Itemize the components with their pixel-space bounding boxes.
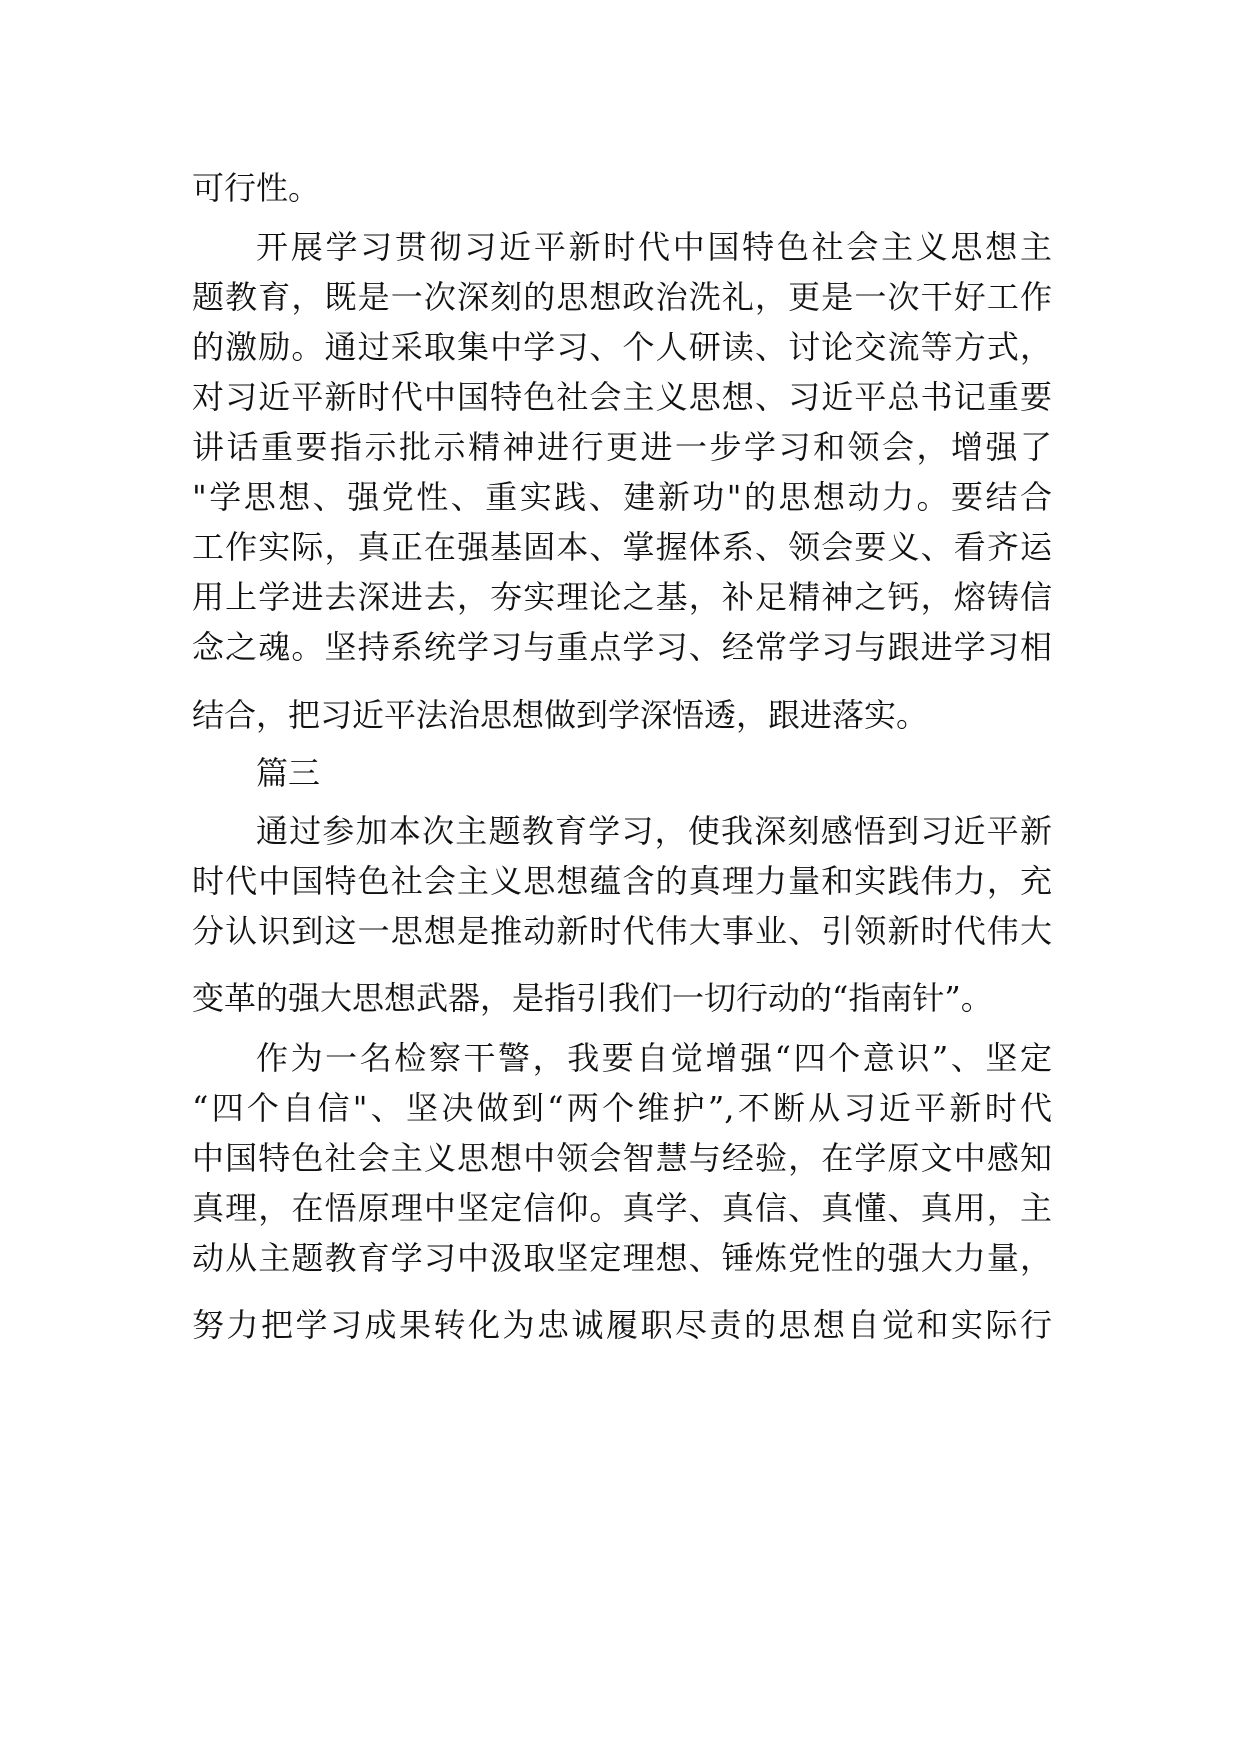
text-line: 时代中国特色社会主义思想蕴含的真理力量和实践伟力，充 (192, 862, 1052, 900)
text-line: 中国特色社会主义思想中领会智慧与经验，在学原文中感知 (192, 1139, 1052, 1177)
text-line: 念之魂。坚持系统学习与重点学习、经常学习与跟进学习相 (192, 628, 1052, 666)
text-line: 结合，把习近平法治思想做到学深悟透，跟进落实。 (192, 696, 929, 734)
text-line: 真理，在悟原理中坚定信仰。真学、真信、真懂、真用，主 (192, 1189, 1052, 1227)
text-line: “四个自信"、坚决做到“两个维护”,不断从习近平新时代 (192, 1089, 1052, 1127)
text-line: 工作实际，真正在强基固本、掌握体系、领会要义、看齐运 (192, 528, 1052, 566)
paragraph-first-line: 开展学习贯彻习近平新时代中国特色社会主义思想主 (256, 228, 1052, 266)
text-line: 题教育，既是一次深刻的思想政治洗礼，更是一次干好工作 (192, 278, 1052, 316)
paragraph-first-line: 通过参加本次主题教育学习，使我深刻感悟到习近平新 (256, 812, 1052, 850)
text-line: 对习近平新时代中国特色社会主义思想、习近平总书记重要 (192, 378, 1052, 416)
text-line: 变革的强大思想武器，是指引我们一切行动的“指南针”。 (192, 979, 993, 1017)
section-heading: 篇三 (256, 754, 321, 792)
paragraph-first-line: 作为一名检察干警，我要自觉增强“四个意识”、坚定 (256, 1039, 1052, 1077)
text-line: 的激励。通过采取集中学习、个人研读、讨论交流等方式， (192, 328, 1052, 366)
text-line: "学思想、强党性、重实践、建新功"的思想动力。要结合 (192, 478, 1052, 516)
text-line: 努力把学习成果转化为忠诚履职尽责的思想自觉和实际行 (192, 1306, 1052, 1344)
text-line: 可行性。 (192, 169, 321, 207)
text-line: 讲话重要指示批示精神进行更进一步学习和领会，增强了 (192, 428, 1052, 466)
text-line: 分认识到这一思想是推动新时代伟大事业、引领新时代伟大 (192, 912, 1052, 950)
text-line: 动从主题教育学习中汲取坚定理想、锤炼党性的强大力量， (192, 1239, 1052, 1277)
text-line: 用上学进去深进去，夯实理论之基，补足精神之钙，熔铸信 (192, 578, 1052, 616)
